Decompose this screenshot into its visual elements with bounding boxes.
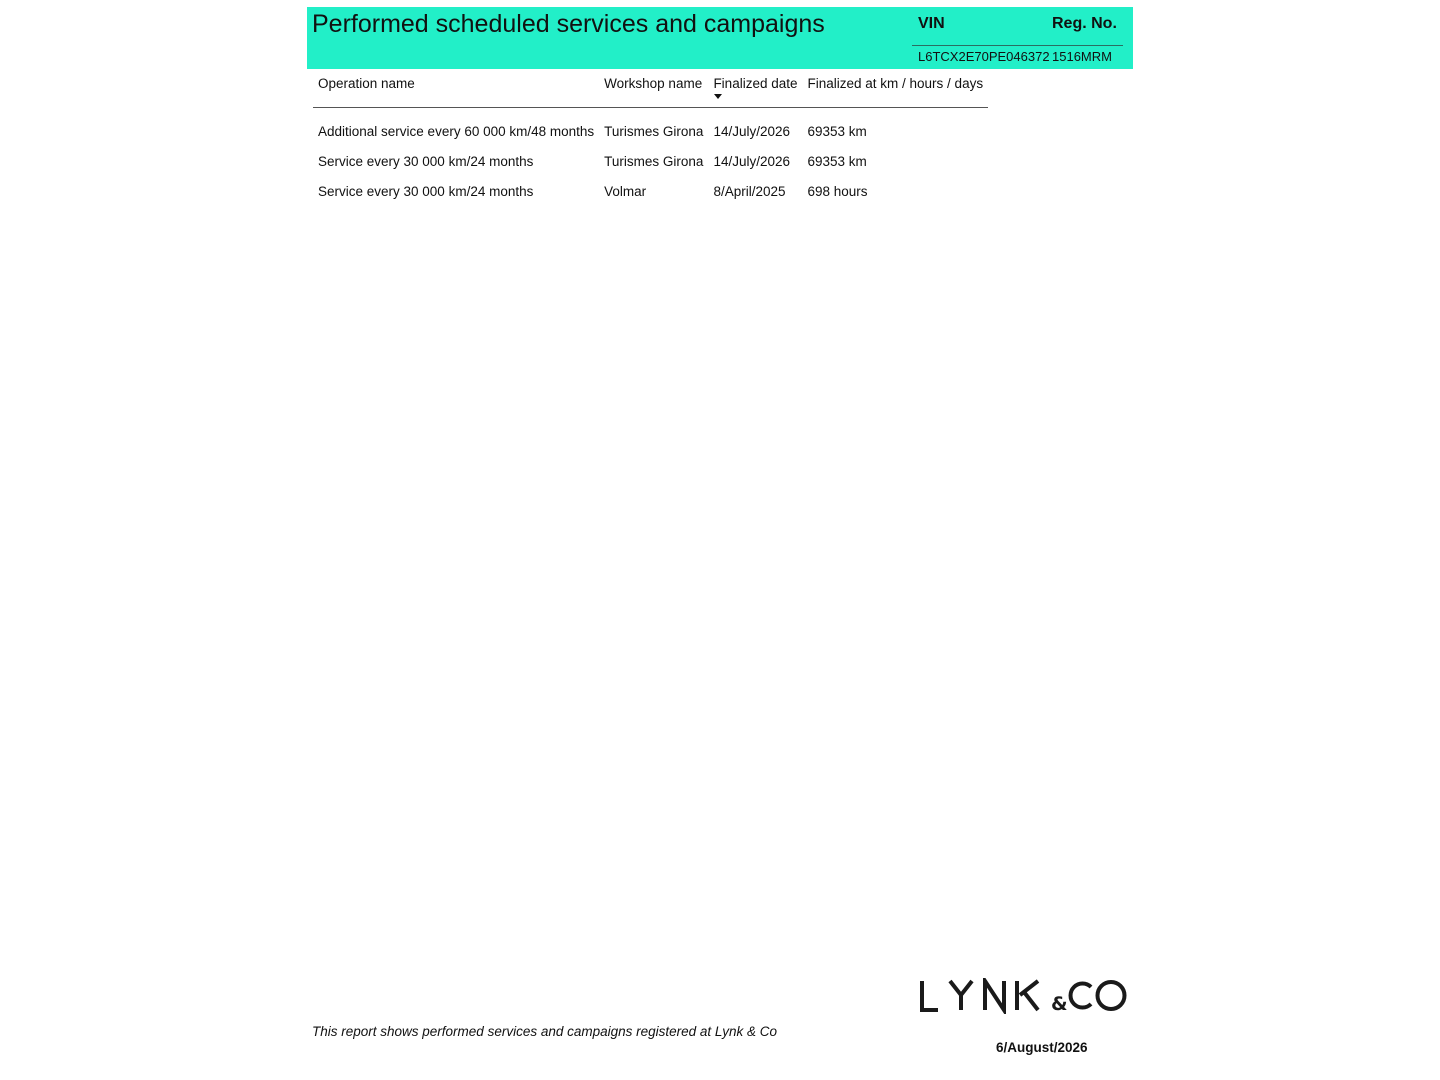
reg-number-value: 1516MRM	[1052, 49, 1112, 64]
column-header-operation-name[interactable]	[313, 72, 599, 108]
column-header-label: Workshop name	[604, 76, 703, 91]
report-header	[307, 7, 1133, 69]
column-header-workshop-name[interactable]	[599, 72, 708, 108]
table-row	[313, 146, 988, 176]
workshop-name-cell: Turismes Girona	[604, 123, 704, 139]
operation-name-cell: Additional service every 60 000 km/48 months	[318, 123, 595, 139]
workshop-name-cell: Volmar	[604, 183, 647, 199]
operation-name-cell: Service every 30 000 km/24 months	[318, 153, 534, 169]
finalized-at-cell: 69353 km	[807, 153, 867, 169]
page-title: Performed scheduled services and campaigns	[312, 10, 825, 38]
vin-value: L6TCX2E70PE046372	[918, 49, 1050, 64]
column-header-label: Operation name	[318, 76, 415, 91]
sort-descending-icon	[714, 94, 722, 99]
column-header-label: Finalized at km / hours / days	[807, 76, 984, 91]
report-date: 6/August/2026	[996, 1040, 1088, 1055]
operation-name-cell: Service every 30 000 km/24 months	[318, 183, 534, 199]
column-header-finalized-at[interactable]	[803, 72, 989, 108]
finalized-date-cell: 14/July/2026	[713, 123, 790, 139]
finalized-date-cell: 14/July/2026	[713, 153, 790, 169]
table-row	[313, 176, 988, 206]
reg-number-label: Reg. No.	[1052, 15, 1117, 32]
vin-label: VIN	[918, 15, 945, 32]
finalized-at-cell: 69353 km	[807, 123, 867, 139]
report-disclaimer: This report shows performed services and campaigns registered at Lynk & Co	[312, 1024, 777, 1039]
table-header-row	[313, 72, 988, 108]
workshop-name-cell: Turismes Girona	[604, 153, 704, 169]
services-table	[313, 72, 988, 206]
column-header-label: Finalized date	[713, 76, 798, 91]
vin-divider	[912, 45, 1123, 46]
column-header-finalized-date[interactable]	[708, 72, 802, 108]
lynk-co-logo	[918, 978, 1128, 1014]
svg-text:&: &	[1051, 993, 1068, 1014]
table-row	[313, 108, 988, 147]
finalized-date-cell: 8/April/2025	[713, 183, 786, 199]
finalized-at-cell: 698 hours	[807, 183, 868, 199]
